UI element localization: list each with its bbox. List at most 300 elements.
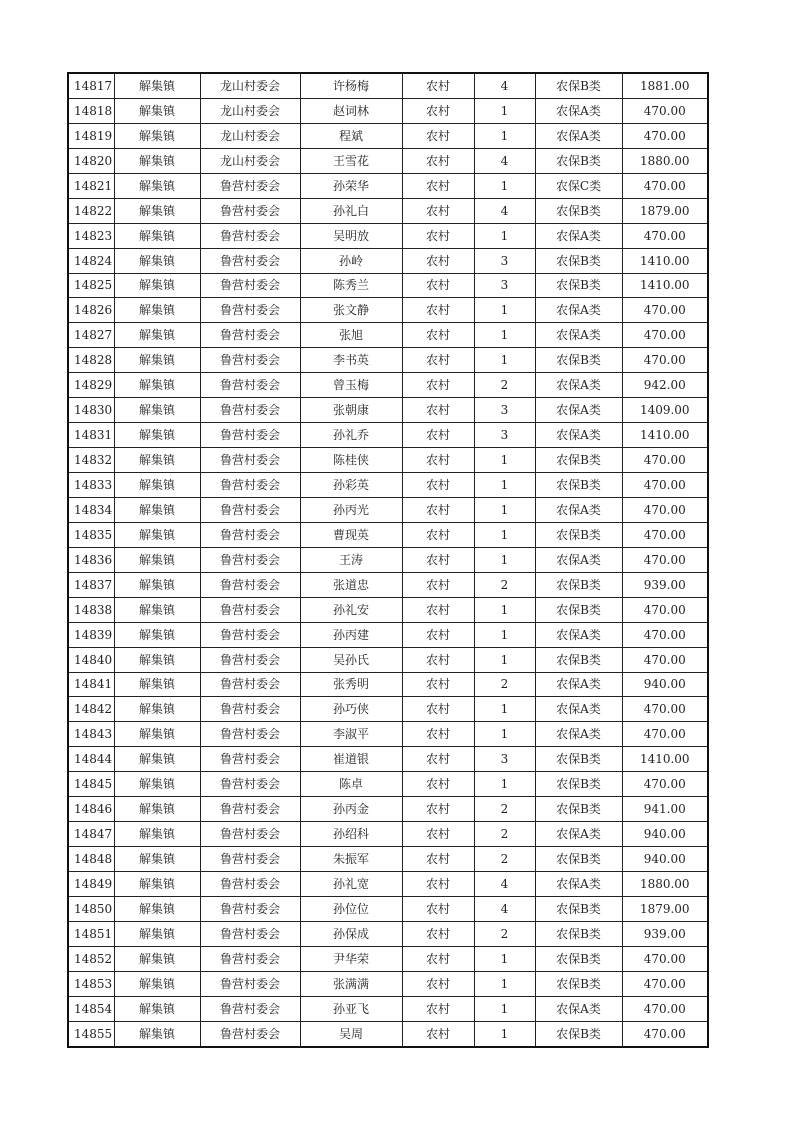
cell-household-type: 农村 — [402, 298, 474, 323]
cell-insurance-category: 农保B类 — [535, 946, 622, 971]
cell-record-id: 14850 — [68, 896, 114, 921]
cell-insurance-category: 农保B类 — [535, 448, 622, 473]
cell-record-id: 14849 — [68, 872, 114, 897]
cell-insurance-category: 农保A类 — [535, 722, 622, 747]
cell-village-committee: 鲁营村委会 — [200, 697, 300, 722]
table-row — [68, 223, 708, 248]
cell-household-size: 1 — [474, 473, 535, 498]
cell-village-committee: 鲁营村委会 — [200, 547, 300, 572]
cell-township: 解集镇 — [114, 921, 200, 946]
cell-record-id: 14847 — [68, 822, 114, 847]
cell-insurance-category: 农保A类 — [535, 697, 622, 722]
cell-township: 解集镇 — [114, 722, 200, 747]
table-row — [68, 298, 708, 323]
cell-village-committee: 鲁营村委会 — [200, 921, 300, 946]
cell-household-type: 农村 — [402, 248, 474, 273]
cell-household-size: 2 — [474, 822, 535, 847]
cell-township: 解集镇 — [114, 647, 200, 672]
cell-village-committee: 鲁营村委会 — [200, 572, 300, 597]
cell-village-committee: 鲁营村委会 — [200, 348, 300, 373]
table-row — [68, 248, 708, 273]
cell-village-committee: 鲁营村委会 — [200, 223, 300, 248]
cell-township: 解集镇 — [114, 946, 200, 971]
cell-household-size: 4 — [474, 872, 535, 897]
cell-person-name: 曾玉梅 — [300, 373, 402, 398]
cell-household-type: 农村 — [402, 921, 474, 946]
cell-record-id: 14830 — [68, 398, 114, 423]
cell-township: 解集镇 — [114, 173, 200, 198]
cell-household-size: 1 — [474, 622, 535, 647]
cell-person-name: 许杨梅 — [300, 73, 402, 98]
cell-township: 解集镇 — [114, 398, 200, 423]
cell-record-id: 14843 — [68, 722, 114, 747]
cell-household-size: 1 — [474, 772, 535, 797]
table-row — [68, 373, 708, 398]
cell-amount: 1880.00 — [622, 872, 708, 897]
cell-person-name: 曹现英 — [300, 522, 402, 547]
cell-village-committee: 龙山村委会 — [200, 98, 300, 123]
cell-village-committee: 鲁营村委会 — [200, 597, 300, 622]
cell-household-size: 1 — [474, 298, 535, 323]
cell-insurance-category: 农保B类 — [535, 747, 622, 772]
cell-amount: 470.00 — [622, 971, 708, 996]
cell-household-size: 1 — [474, 323, 535, 348]
cell-person-name: 吴孙氏 — [300, 647, 402, 672]
cell-insurance-category: 农保A类 — [535, 398, 622, 423]
table-body — [68, 73, 708, 1047]
table-row — [68, 996, 708, 1021]
cell-record-id: 14820 — [68, 148, 114, 173]
cell-amount: 470.00 — [622, 996, 708, 1021]
table-row — [68, 323, 708, 348]
cell-amount: 939.00 — [622, 921, 708, 946]
table-row — [68, 148, 708, 173]
cell-village-committee: 鲁营村委会 — [200, 672, 300, 697]
cell-household-type: 农村 — [402, 522, 474, 547]
table-row — [68, 198, 708, 223]
cell-township: 解集镇 — [114, 622, 200, 647]
cell-record-id: 14838 — [68, 597, 114, 622]
cell-person-name: 张满满 — [300, 971, 402, 996]
table-row — [68, 497, 708, 522]
cell-village-committee: 鲁营村委会 — [200, 872, 300, 897]
cell-village-committee: 龙山村委会 — [200, 148, 300, 173]
cell-insurance-category: 农保B类 — [535, 198, 622, 223]
cell-person-name: 孙亚飞 — [300, 996, 402, 1021]
table-row — [68, 547, 708, 572]
cell-person-name: 孙位位 — [300, 896, 402, 921]
cell-village-committee: 鲁营村委会 — [200, 423, 300, 448]
cell-insurance-category: 农保B类 — [535, 248, 622, 273]
cell-township: 解集镇 — [114, 572, 200, 597]
cell-village-committee: 鲁营村委会 — [200, 747, 300, 772]
cell-person-name: 孙巧侠 — [300, 697, 402, 722]
cell-amount: 470.00 — [622, 772, 708, 797]
cell-village-committee: 鲁营村委会 — [200, 722, 300, 747]
cell-township: 解集镇 — [114, 198, 200, 223]
cell-record-id: 14824 — [68, 248, 114, 273]
cell-household-size: 1 — [474, 996, 535, 1021]
table-row — [68, 173, 708, 198]
cell-household-type: 农村 — [402, 398, 474, 423]
cell-insurance-category: 农保B类 — [535, 273, 622, 298]
cell-insurance-category: 农保B类 — [535, 473, 622, 498]
cell-household-type: 农村 — [402, 822, 474, 847]
cell-village-committee: 鲁营村委会 — [200, 198, 300, 223]
cell-person-name: 孙礼乔 — [300, 423, 402, 448]
cell-record-id: 14833 — [68, 473, 114, 498]
cell-amount: 470.00 — [622, 298, 708, 323]
cell-village-committee: 鲁营村委会 — [200, 971, 300, 996]
cell-record-id: 14823 — [68, 223, 114, 248]
cell-insurance-category: 农保B类 — [535, 1021, 622, 1046]
cell-household-type: 农村 — [402, 348, 474, 373]
cell-township: 解集镇 — [114, 73, 200, 98]
cell-insurance-category: 农保A类 — [535, 98, 622, 123]
cell-person-name: 尹华荣 — [300, 946, 402, 971]
cell-household-size: 1 — [474, 98, 535, 123]
cell-amount: 470.00 — [622, 323, 708, 348]
cell-village-committee: 鲁营村委会 — [200, 173, 300, 198]
cell-amount: 942.00 — [622, 373, 708, 398]
table-row — [68, 921, 708, 946]
cell-person-name: 王雪花 — [300, 148, 402, 173]
cell-township: 解集镇 — [114, 323, 200, 348]
cell-insurance-category: 农保A类 — [535, 223, 622, 248]
cell-village-committee: 鲁营村委会 — [200, 398, 300, 423]
cell-record-id: 14853 — [68, 971, 114, 996]
cell-household-type: 农村 — [402, 323, 474, 348]
cell-household-type: 农村 — [402, 896, 474, 921]
cell-village-committee: 鲁营村委会 — [200, 448, 300, 473]
cell-household-type: 农村 — [402, 148, 474, 173]
cell-amount: 1410.00 — [622, 273, 708, 298]
cell-insurance-category: 农保A类 — [535, 547, 622, 572]
table-row — [68, 647, 708, 672]
table-row — [68, 722, 708, 747]
cell-village-committee: 鲁营村委会 — [200, 522, 300, 547]
cell-insurance-category: 农保A类 — [535, 497, 622, 522]
cell-person-name: 程斌 — [300, 123, 402, 148]
cell-record-id: 14854 — [68, 996, 114, 1021]
cell-household-type: 农村 — [402, 497, 474, 522]
cell-household-size: 1 — [474, 497, 535, 522]
cell-household-type: 农村 — [402, 971, 474, 996]
cell-person-name: 吴周 — [300, 1021, 402, 1046]
cell-insurance-category: 农保B类 — [535, 348, 622, 373]
cell-village-committee: 龙山村委会 — [200, 123, 300, 148]
cell-person-name: 张道忠 — [300, 572, 402, 597]
cell-township: 解集镇 — [114, 996, 200, 1021]
cell-household-size: 1 — [474, 971, 535, 996]
cell-household-size: 1 — [474, 547, 535, 572]
cell-amount: 470.00 — [622, 348, 708, 373]
cell-amount: 470.00 — [622, 547, 708, 572]
cell-person-name: 孙岭 — [300, 248, 402, 273]
cell-amount: 470.00 — [622, 622, 708, 647]
cell-township: 解集镇 — [114, 373, 200, 398]
cell-household-size: 1 — [474, 597, 535, 622]
cell-insurance-category: 农保B类 — [535, 148, 622, 173]
table-row — [68, 273, 708, 298]
cell-record-id: 14834 — [68, 497, 114, 522]
cell-household-size: 2 — [474, 797, 535, 822]
cell-village-committee: 鲁营村委会 — [200, 946, 300, 971]
cell-household-size: 1 — [474, 722, 535, 747]
cell-person-name: 李书英 — [300, 348, 402, 373]
cell-record-id: 14832 — [68, 448, 114, 473]
cell-household-size: 2 — [474, 572, 535, 597]
cell-township: 解集镇 — [114, 747, 200, 772]
cell-amount: 470.00 — [622, 647, 708, 672]
cell-household-size: 1 — [474, 946, 535, 971]
cell-person-name: 王涛 — [300, 547, 402, 572]
table-row — [68, 123, 708, 148]
cell-household-size: 1 — [474, 647, 535, 672]
cell-household-size: 1 — [474, 223, 535, 248]
cell-township: 解集镇 — [114, 348, 200, 373]
cell-household-type: 农村 — [402, 547, 474, 572]
table-row — [68, 847, 708, 872]
cell-village-committee: 鲁营村委会 — [200, 497, 300, 522]
table-row — [68, 597, 708, 622]
cell-record-id: 14831 — [68, 423, 114, 448]
cell-amount: 940.00 — [622, 822, 708, 847]
cell-household-size: 1 — [474, 123, 535, 148]
cell-amount: 470.00 — [622, 522, 708, 547]
cell-village-committee: 鲁营村委会 — [200, 473, 300, 498]
table-row — [68, 772, 708, 797]
cell-person-name: 孙彩英 — [300, 473, 402, 498]
cell-insurance-category: 农保B类 — [535, 772, 622, 797]
cell-township: 解集镇 — [114, 597, 200, 622]
cell-person-name: 孙礼安 — [300, 597, 402, 622]
cell-amount: 470.00 — [622, 473, 708, 498]
cell-amount: 470.00 — [622, 1021, 708, 1046]
cell-household-type: 农村 — [402, 572, 474, 597]
cell-person-name: 孙礼宽 — [300, 872, 402, 897]
cell-township: 解集镇 — [114, 822, 200, 847]
cell-person-name: 张朝康 — [300, 398, 402, 423]
table-row — [68, 946, 708, 971]
cell-household-size: 3 — [474, 248, 535, 273]
cell-household-type: 农村 — [402, 273, 474, 298]
cell-household-size: 4 — [474, 148, 535, 173]
cell-household-size: 1 — [474, 173, 535, 198]
cell-person-name: 朱振军 — [300, 847, 402, 872]
cell-person-name: 孙丙光 — [300, 497, 402, 522]
cell-record-id: 14817 — [68, 73, 114, 98]
cell-household-type: 农村 — [402, 797, 474, 822]
cell-township: 解集镇 — [114, 847, 200, 872]
cell-township: 解集镇 — [114, 697, 200, 722]
cell-household-type: 农村 — [402, 747, 474, 772]
cell-township: 解集镇 — [114, 522, 200, 547]
cell-village-committee: 鲁营村委会 — [200, 647, 300, 672]
cell-insurance-category: 农保B类 — [535, 647, 622, 672]
cell-household-size: 1 — [474, 448, 535, 473]
cell-record-id: 14848 — [68, 847, 114, 872]
cell-amount: 1881.00 — [622, 73, 708, 98]
cell-person-name: 孙丙金 — [300, 797, 402, 822]
table-row — [68, 1021, 708, 1046]
cell-record-id: 14851 — [68, 921, 114, 946]
cell-household-size: 2 — [474, 373, 535, 398]
table-row — [68, 971, 708, 996]
beneficiary-table — [67, 72, 709, 1048]
cell-township: 解集镇 — [114, 672, 200, 697]
cell-record-id: 14828 — [68, 348, 114, 373]
cell-amount: 470.00 — [622, 98, 708, 123]
cell-record-id: 14829 — [68, 373, 114, 398]
cell-household-type: 农村 — [402, 672, 474, 697]
cell-village-committee: 鲁营村委会 — [200, 622, 300, 647]
cell-household-size: 2 — [474, 847, 535, 872]
cell-record-id: 14835 — [68, 522, 114, 547]
cell-amount: 470.00 — [622, 173, 708, 198]
cell-amount: 1409.00 — [622, 398, 708, 423]
cell-household-type: 农村 — [402, 946, 474, 971]
cell-person-name: 孙礼白 — [300, 198, 402, 223]
cell-person-name: 张秀明 — [300, 672, 402, 697]
cell-township: 解集镇 — [114, 98, 200, 123]
cell-amount: 470.00 — [622, 697, 708, 722]
cell-township: 解集镇 — [114, 797, 200, 822]
cell-township: 解集镇 — [114, 148, 200, 173]
cell-record-id: 14836 — [68, 547, 114, 572]
cell-township: 解集镇 — [114, 473, 200, 498]
cell-village-committee: 鲁营村委会 — [200, 298, 300, 323]
cell-village-committee: 龙山村委会 — [200, 73, 300, 98]
cell-amount: 470.00 — [622, 946, 708, 971]
cell-record-id: 14825 — [68, 273, 114, 298]
cell-village-committee: 鲁营村委会 — [200, 248, 300, 273]
cell-insurance-category: 农保B类 — [535, 971, 622, 996]
table-row — [68, 622, 708, 647]
cell-insurance-category: 农保A类 — [535, 872, 622, 897]
table-row — [68, 822, 708, 847]
cell-township: 解集镇 — [114, 448, 200, 473]
cell-record-id: 14827 — [68, 323, 114, 348]
cell-record-id: 14845 — [68, 772, 114, 797]
cell-household-type: 农村 — [402, 722, 474, 747]
cell-insurance-category: 农保B类 — [535, 572, 622, 597]
cell-insurance-category: 农保B类 — [535, 73, 622, 98]
cell-record-id: 14826 — [68, 298, 114, 323]
cell-insurance-category: 农保B类 — [535, 921, 622, 946]
cell-insurance-category: 农保A类 — [535, 373, 622, 398]
cell-village-committee: 鲁营村委会 — [200, 822, 300, 847]
cell-household-size: 2 — [474, 672, 535, 697]
cell-amount: 1879.00 — [622, 198, 708, 223]
cell-township: 解集镇 — [114, 772, 200, 797]
cell-household-size: 3 — [474, 273, 535, 298]
cell-household-size: 3 — [474, 747, 535, 772]
table-row — [68, 348, 708, 373]
cell-record-id: 14844 — [68, 747, 114, 772]
cell-village-committee: 鲁营村委会 — [200, 896, 300, 921]
cell-household-type: 农村 — [402, 423, 474, 448]
cell-person-name: 吴明放 — [300, 223, 402, 248]
cell-amount: 1410.00 — [622, 747, 708, 772]
table-row — [68, 98, 708, 123]
table-row — [68, 747, 708, 772]
table-row — [68, 473, 708, 498]
table-row — [68, 697, 708, 722]
cell-household-size: 2 — [474, 921, 535, 946]
cell-village-committee: 鲁营村委会 — [200, 1021, 300, 1046]
table-row — [68, 672, 708, 697]
cell-person-name: 陈秀兰 — [300, 273, 402, 298]
cell-record-id: 14821 — [68, 173, 114, 198]
cell-person-name: 崔道银 — [300, 747, 402, 772]
cell-village-committee: 鲁营村委会 — [200, 847, 300, 872]
cell-household-type: 农村 — [402, 223, 474, 248]
cell-amount: 470.00 — [622, 722, 708, 747]
cell-household-size: 1 — [474, 1021, 535, 1046]
cell-township: 解集镇 — [114, 497, 200, 522]
cell-insurance-category: 农保A类 — [535, 622, 622, 647]
cell-person-name: 李淑平 — [300, 722, 402, 747]
cell-insurance-category: 农保B类 — [535, 847, 622, 872]
table-row — [68, 872, 708, 897]
cell-household-size: 3 — [474, 423, 535, 448]
cell-household-type: 农村 — [402, 123, 474, 148]
cell-insurance-category: 农保A类 — [535, 822, 622, 847]
cell-person-name: 陈桂侠 — [300, 448, 402, 473]
cell-village-committee: 鲁营村委会 — [200, 797, 300, 822]
table-row — [68, 572, 708, 597]
cell-household-type: 农村 — [402, 448, 474, 473]
cell-village-committee: 鲁营村委会 — [200, 273, 300, 298]
cell-household-size: 4 — [474, 198, 535, 223]
cell-village-committee: 鲁营村委会 — [200, 772, 300, 797]
cell-household-type: 农村 — [402, 373, 474, 398]
cell-township: 解集镇 — [114, 298, 200, 323]
cell-amount: 1880.00 — [622, 148, 708, 173]
cell-insurance-category: 农保A类 — [535, 298, 622, 323]
table-row — [68, 797, 708, 822]
cell-person-name: 孙保成 — [300, 921, 402, 946]
cell-insurance-category: 农保A类 — [535, 323, 622, 348]
cell-household-size: 1 — [474, 697, 535, 722]
cell-record-id: 14819 — [68, 123, 114, 148]
cell-amount: 1410.00 — [622, 248, 708, 273]
cell-household-type: 农村 — [402, 772, 474, 797]
cell-household-type: 农村 — [402, 473, 474, 498]
cell-household-size: 1 — [474, 522, 535, 547]
cell-amount: 470.00 — [622, 123, 708, 148]
cell-household-size: 4 — [474, 73, 535, 98]
cell-amount: 941.00 — [622, 797, 708, 822]
table-row — [68, 522, 708, 547]
cell-amount: 940.00 — [622, 847, 708, 872]
cell-household-size: 3 — [474, 398, 535, 423]
cell-record-id: 14840 — [68, 647, 114, 672]
cell-amount: 470.00 — [622, 497, 708, 522]
cell-record-id: 14822 — [68, 198, 114, 223]
cell-township: 解集镇 — [114, 547, 200, 572]
table-row — [68, 423, 708, 448]
cell-record-id: 14818 — [68, 98, 114, 123]
cell-record-id: 14837 — [68, 572, 114, 597]
cell-record-id: 14846 — [68, 797, 114, 822]
cell-record-id: 14842 — [68, 697, 114, 722]
cell-insurance-category: 农保A类 — [535, 123, 622, 148]
cell-household-type: 农村 — [402, 73, 474, 98]
cell-village-committee: 鲁营村委会 — [200, 996, 300, 1021]
cell-village-committee: 鲁营村委会 — [200, 323, 300, 348]
